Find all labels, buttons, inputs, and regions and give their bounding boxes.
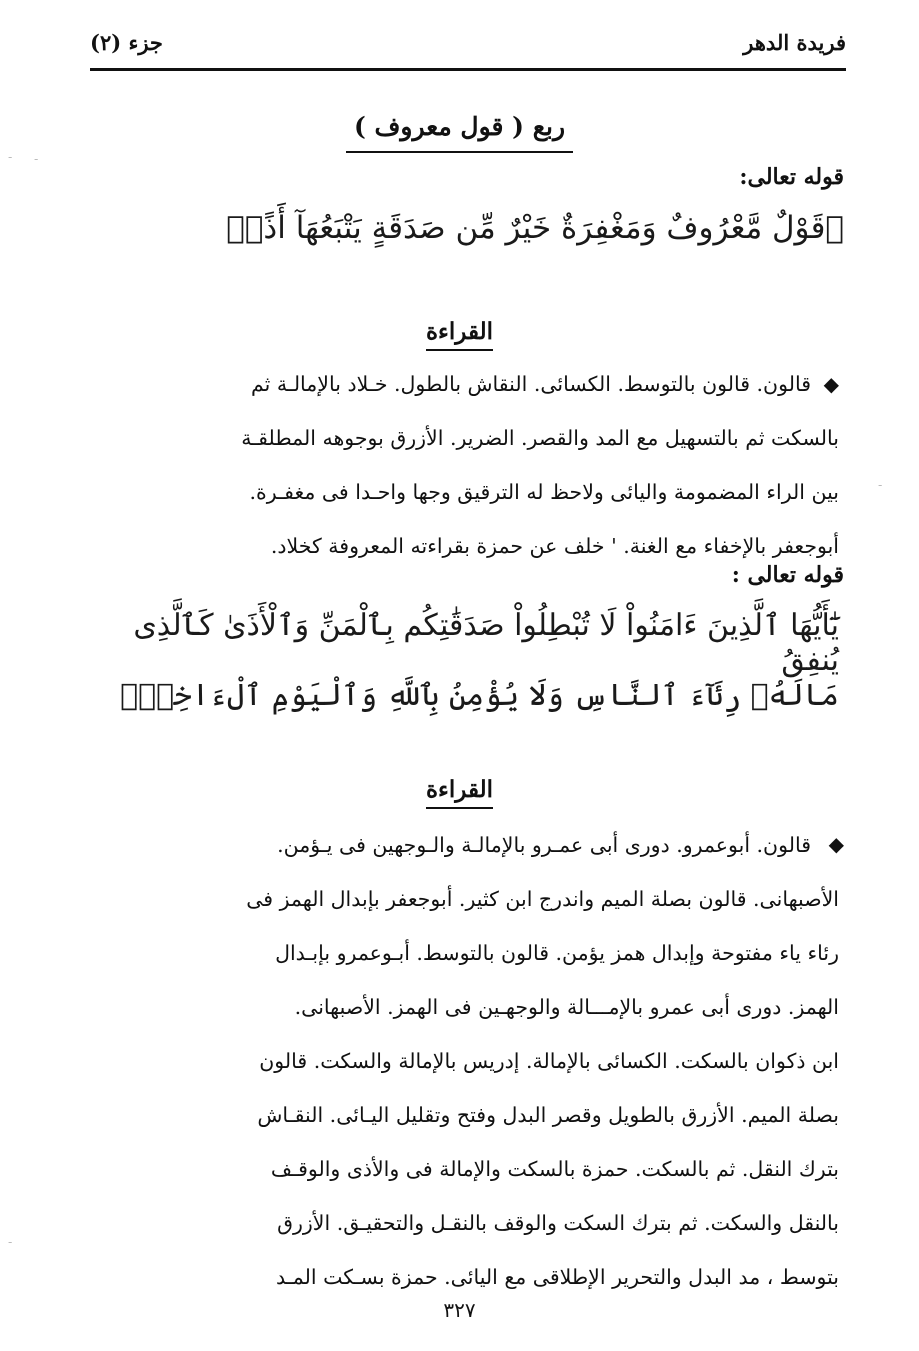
section-title-text: ربع ( قول معروف ) (346, 112, 573, 153)
part-number: جزء (٢) (90, 30, 163, 55)
section-title (0, 112, 919, 153)
page-header (90, 30, 846, 66)
reading-heading (0, 776, 919, 809)
reading-line: قالون. قالون بالتوسط. الكسائى. النقاش بالطول. خـلاد بالإمالـة ثم (250, 372, 811, 396)
reading-paragraph (109, 411, 839, 573)
reading-line: الأصبهانى. قالون بصلة الميم واندرج ابن كثير. أبوجعفر بإبدال الهمز فى (246, 887, 839, 911)
quran-verse-line: مَالَهُۥ رِئَآءَ ٱلنَّاسِ وَلَا يُؤْمِنُ بِٱللَّهِ وَٱلْيَوْمِ ٱلْءَاخِرِۖ (120, 678, 839, 713)
quran-verse: ﴿قَوْلٌ مَّعْرُوفٌ وَمَغْفِرَةٌ خَيْرٌ مِّن صَدَقَةٍ يَتْبَعُهَآ أَذًىۗ (226, 210, 844, 246)
book-title: فريدة الدهر (743, 30, 846, 55)
reading-line: بتوسط ، مد البدل والتحرير الإطلاقى مع اليائى. حمزة بسـكت المـد (276, 1265, 839, 1289)
header-rule (90, 68, 846, 71)
scan-speck: - (34, 152, 39, 166)
reading-heading (0, 318, 919, 351)
scan-speck: - (878, 478, 883, 492)
bullet-icon: ◆ (823, 372, 839, 396)
reading-line: ابن ذكوان بالسكت. الكسائى بالإمالة. إدريس بالإمالة والسكت. قالون (259, 1049, 839, 1073)
reading-line: الهمز. دورى أبى عمرو بالإمـــالة والوجهـين فى الهمز. الأصبهانى. (294, 995, 839, 1019)
reading-line: بصلة الميم. الأزرق بالطويل وقصر البدل وفتح وتقليل اليـائى. النقـاش (257, 1103, 839, 1127)
quran-verse-line: يَٰٓأَيُّهَا ٱلَّذِينَ ءَامَنُواْ لَا تُبْطِلُواْ صَدَقَٰتِكُم بِٱلْمَنِّ وَٱلْأَذَىٰ كَٱلَّذِى يُنفِقُ (133, 608, 839, 678)
scan-speck: - (8, 150, 13, 164)
bullet-icon: ◆ (828, 832, 844, 856)
reading-line: بالنقل والسكت. ثم بترك السكت والوقف بالنقـل والتحقيـق. الأزرق (277, 1211, 839, 1235)
reading-heading-text: القراءة (426, 318, 493, 351)
scan-speck: - (8, 1235, 13, 1249)
reading-paragraph (111, 818, 811, 872)
reading-line: أبوجعفر بالإخفاء مع الغنة. ' خلف عن حمزة بقراءته المعروفة كخلاد. (270, 534, 839, 558)
reading-line: قالون. أبوعمرو. دورى أبى عمـرو بالإمالـة والـوجهين فى يـؤمن. (277, 833, 811, 857)
reading-line: رئاء ياء مفتوحة وإبدال همز يؤمن. قالون بالتوسط. أبـوعمرو بإبـدال (275, 941, 839, 965)
reading-line: بترك النقل. ثم بالسكت. حمزة بالسكت والإمالة فى والأذى والوقـف (270, 1157, 839, 1181)
reading-line: بالسكت ثم بالتسهيل مع المد والقصر. الضرير. الأزرق بوجوهه المطلقـة (241, 426, 839, 450)
verse-intro-label: قوله تعالى: (739, 164, 844, 190)
reading-heading-text: القراءة (426, 776, 493, 809)
verse-intro-label: قوله تعالى : (731, 562, 844, 588)
page-number: ٣٢٧ (443, 1298, 476, 1322)
reading-line: بين الراء المضمومة واليائى ولاحظ له الترقيق وجها واحـدا فى مغفـرة. (249, 480, 839, 504)
reading-paragraph (109, 872, 839, 1304)
reading-paragraph (111, 357, 811, 411)
